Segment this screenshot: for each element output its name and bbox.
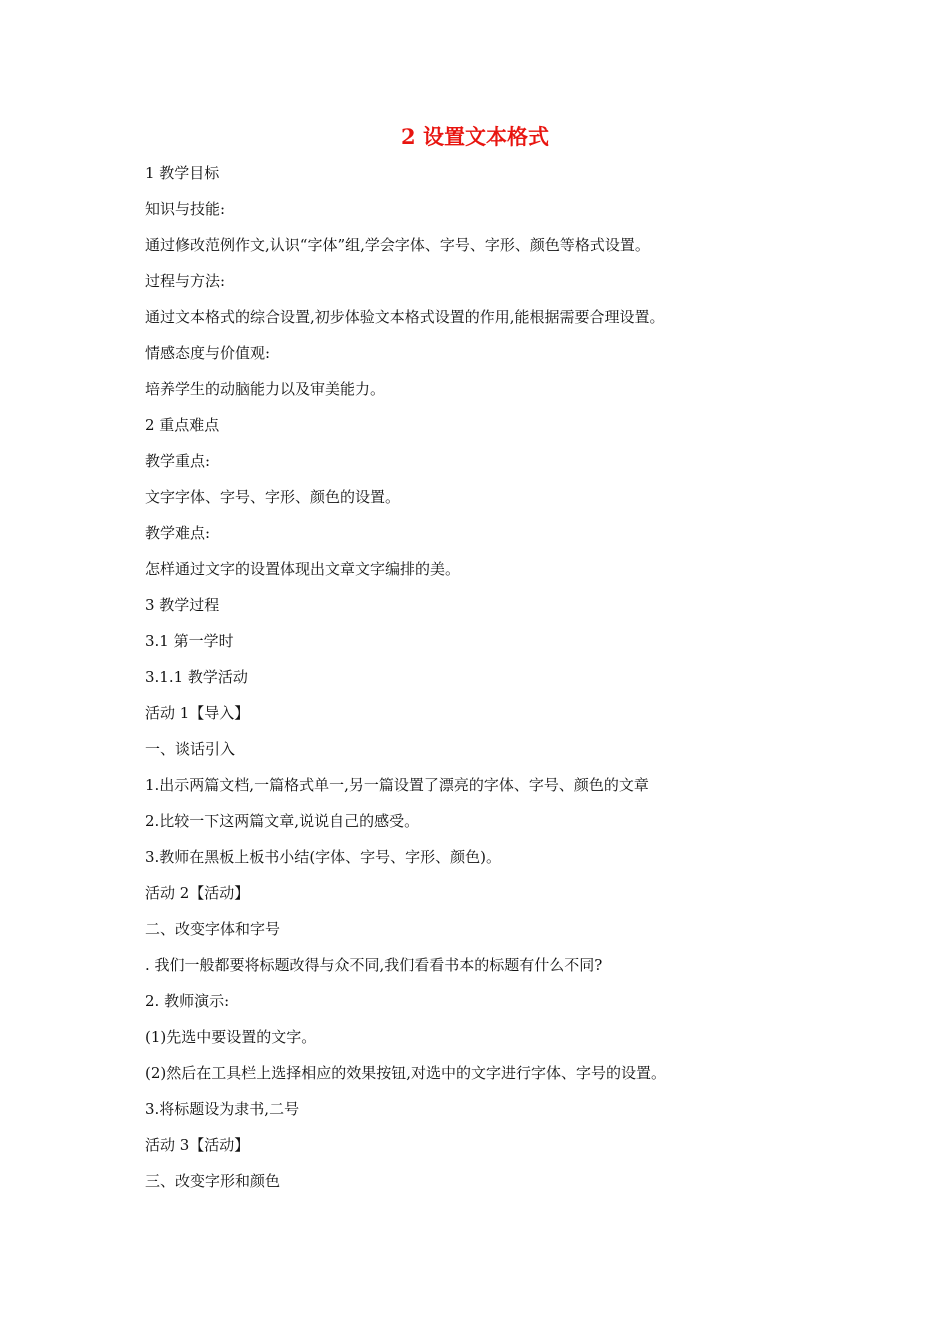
body-line: 3.1.1 教学活动 <box>145 668 248 686</box>
body-line: 教学难点: <box>145 524 211 542</box>
body-line: 培养学生的动脑能力以及审美能力。 <box>145 380 386 398</box>
body-line: 教学重点: <box>145 452 211 470</box>
body-line: (1)先选中要设置的文字。 <box>145 1028 317 1046</box>
body-line: 2 重点难点 <box>145 416 220 434</box>
body-line: 1 教学目标 <box>145 164 220 182</box>
body-line: 知识与技能: <box>145 200 226 218</box>
body-line: 2.比较一下这两篇文章,说说自己的感受。 <box>145 812 420 830</box>
document-body <box>145 160 805 1204</box>
document-title: 2 设置文本格式 <box>401 124 549 149</box>
body-line: 过程与方法: <box>145 272 226 290</box>
body-line: 3 教学过程 <box>145 596 220 614</box>
body-line: 通过文本格式的综合设置,初步体验文本格式设置的作用,能根据需要合理设置。 <box>145 308 665 326</box>
body-line: 一、谈话引入 <box>145 740 236 758</box>
body-line: 3.将标题设为隶书,二号 <box>145 1100 300 1118</box>
body-line: . 我们一般都要将标题改得与众不同,我们看看书本的标题有什么不同? <box>145 956 603 974</box>
body-line: 二、改变字体和字号 <box>145 920 281 938</box>
body-line: 文字字体、字号、字形、颜色的设置。 <box>145 488 401 506</box>
body-line: 2. 教师演示: <box>145 992 230 1010</box>
body-line: 3.教师在黑板上板书小结(字体、字号、字形、颜色)。 <box>145 848 502 866</box>
body-line: 1.出示两篇文档,一篇格式单一,另一篇设置了漂亮的字体、字号、颜色的文章 <box>145 776 649 794</box>
body-line: (2)然后在工具栏上选择相应的效果按钮,对选中的文字进行字体、字号的设置。 <box>145 1064 667 1082</box>
body-line: 怎样通过文字的设置体现出文章文字编排的美。 <box>145 560 461 578</box>
body-line: 活动 3【活动】 <box>145 1136 250 1154</box>
body-line: 通过修改范例作文,认识“字体”组,学会字体、字号、字形、颜色等格式设置。 <box>145 236 650 254</box>
body-line: 3.1 第一学时 <box>145 632 234 650</box>
body-line: 活动 2【活动】 <box>145 884 250 902</box>
body-line: 情感态度与价值观: <box>145 344 271 362</box>
body-line: 活动 1【导入】 <box>145 704 250 722</box>
body-line: 三、改变字形和颜色 <box>145 1172 281 1190</box>
